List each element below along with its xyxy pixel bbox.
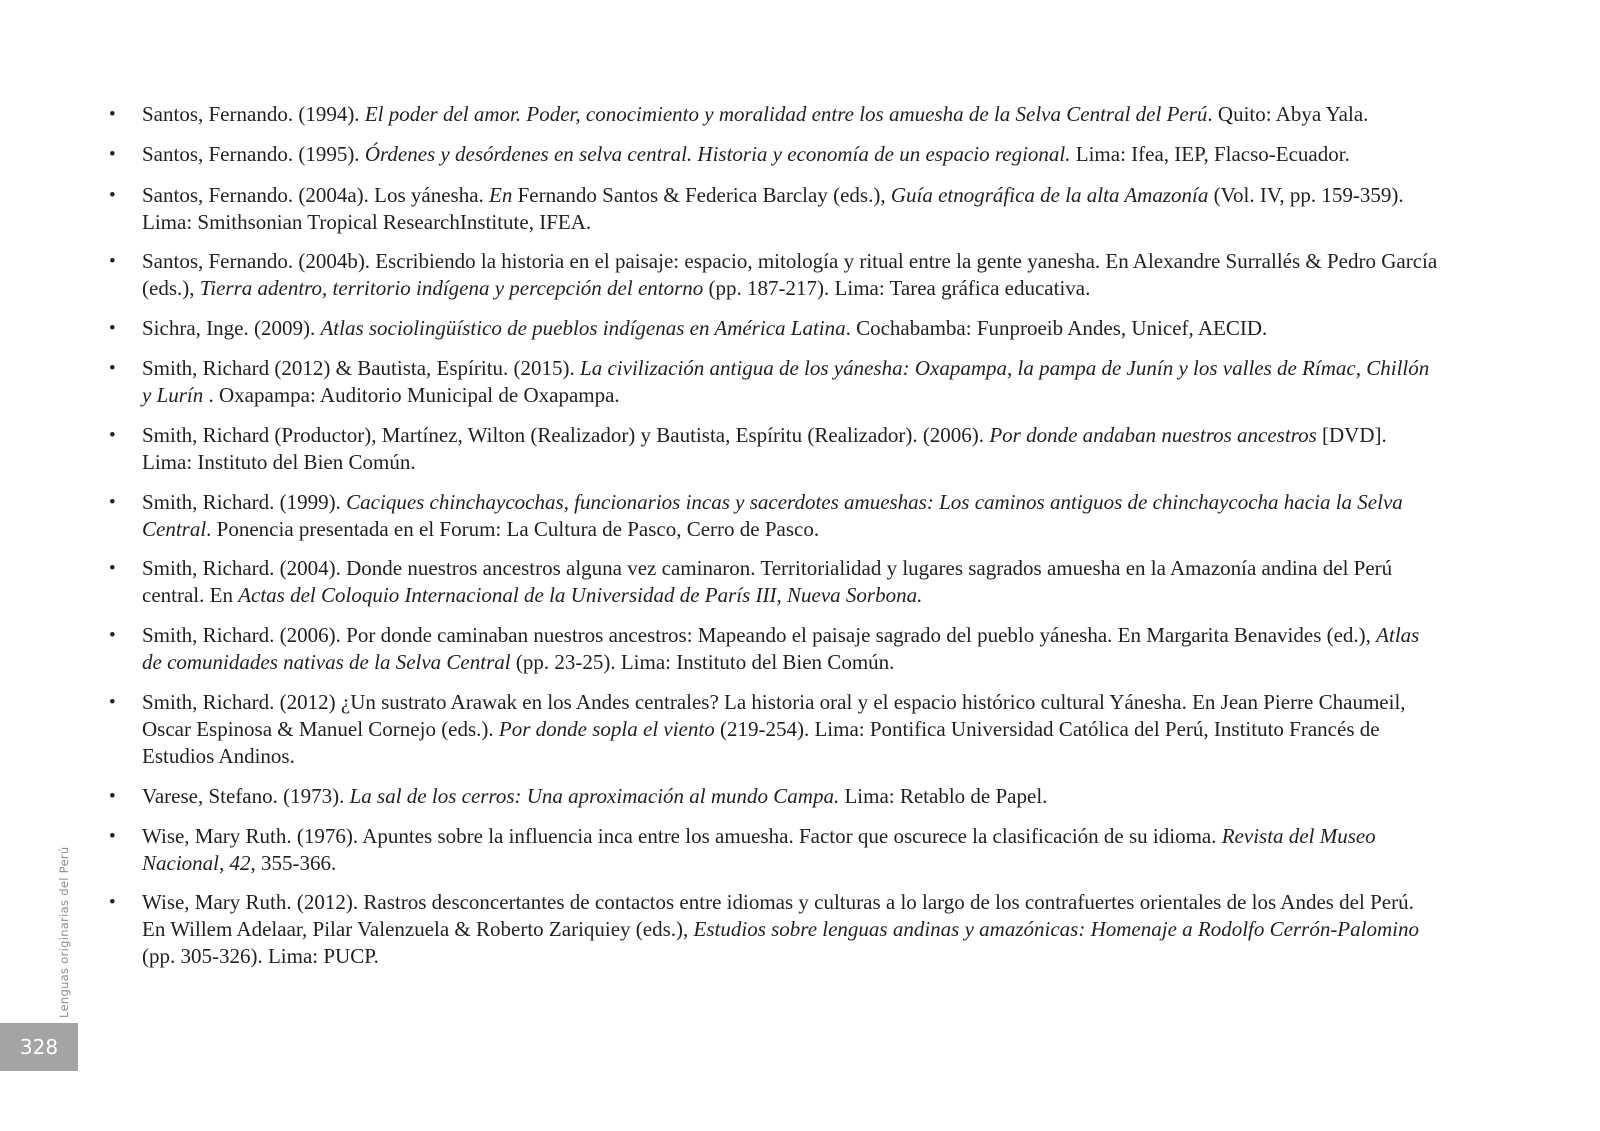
reference-text-segment: Santos, Fernando. (2004a). Los yánesha. xyxy=(142,183,490,207)
reference-entry xyxy=(142,555,1442,609)
reference-text-segment: Smith, Richard. (1999). xyxy=(142,490,347,514)
reference-text-segment: , xyxy=(219,851,230,875)
reference-text-segment: , 355-366. xyxy=(250,851,337,875)
reference-text-segment: Smith, Richard (Productor), Martínez, Wilton (Realizador) y Bautista, Espíritu (Realizador). (2006). xyxy=(142,423,990,447)
reference-italic-segment: Por donde sopla el viento xyxy=(498,717,715,741)
reference-italic-segment: Órdenes y desórdenes en selva central. Historia y economía de un espacio regional. xyxy=(364,142,1071,166)
reference-entry xyxy=(142,823,1442,877)
reference-text-segment: Varese, Stefano. (1973). xyxy=(142,784,350,808)
reference-text-segment: Santos, Fernando. (1994). xyxy=(142,102,365,126)
reference-text-segment: (219-254). Lima: Pontifica Universidad Católica del Perú, Instituto Francés de Estudios Andinos. xyxy=(142,717,1380,768)
reference-italic-segment: Por donde andaban nuestros ancestros xyxy=(989,423,1317,447)
reference-entry xyxy=(142,783,1442,810)
reference-italic-segment: El poder del amor. Poder, conocimiento y moralidad entre los amuesha de la Selva Central del Perú xyxy=(364,102,1208,126)
reference-text-segment: . Ponencia presentada en el Forum: La Cultura de Pasco, Cerro de Pasco. xyxy=(206,517,820,541)
reference-text-segment: Santos, Fernando. (1995). xyxy=(142,142,365,166)
reference-italic-segment: Actas del Coloquio Internacional de la Universidad de París III, Nueva Sorbona. xyxy=(238,583,923,607)
reference-text-segment: Lima: Retablo de Papel. xyxy=(839,784,1048,808)
reference-text-segment: (pp. 187-217). Lima: Tarea gráfica educativa. xyxy=(703,276,1091,300)
reference-text-segment: Santos, Fernando. (2004b). Escribiendo la historia en el paisaje: espacio, mitología y ritual entre la gente yanesha. En Alexandre Surrallés & Pedro García (eds.), xyxy=(142,249,1438,300)
reference-italic-segment: La sal de los cerros: Una aproximación al mundo Campa. xyxy=(349,784,840,808)
reference-text-segment: [DVD]. Lima: Instituto del Bien Común. xyxy=(142,423,1387,474)
reference-entry xyxy=(142,422,1442,476)
book-title-vertical: Lenguas originarias del Perú xyxy=(57,846,71,1018)
reference-entry xyxy=(142,101,1442,128)
reference-text-segment: Sichra, Inge. (2009). xyxy=(142,316,321,340)
reference-entry xyxy=(142,182,1442,236)
reference-italic-segment: Guía etnográfica de la alta Amazonía xyxy=(890,183,1209,207)
reference-text-segment: Smith, Richard (2012) & Bautista, Espíritu. (2015). xyxy=(142,356,581,380)
reference-entry xyxy=(142,889,1442,970)
reference-text-segment: . Quito: Abya Yala. xyxy=(1207,102,1369,126)
reference-italic-segment: Caciques chinchaycochas, funcionarios incas y sacerdotes amueshas: Los caminos antiguos de chinchaycocha hacia la Selva Central xyxy=(142,490,1403,541)
reference-italic-segment: Atlas sociolingüístico de pueblos indígenas en América Latina xyxy=(320,316,846,340)
reference-entry xyxy=(142,141,1442,168)
reference-text-segment: Lima: Ifea, IEP, Flacso-Ecuador. xyxy=(1070,142,1350,166)
reference-text-segment: Smith, Richard. (2006). Por donde caminaban nuestros ancestros: Mapeando el paisaje sagrado del pueblo yánesha. En Margarita Benavides (ed.), xyxy=(142,623,1377,647)
reference-entry xyxy=(142,248,1442,302)
reference-italic-segment: Atlas de comunidades nativas de la Selva Central xyxy=(142,623,1420,674)
reference-text-segment: Smith, Richard. (2012) ¿Un sustrato Arawak en los Andes centrales? La historia oral y el espacio histórico cultural Yánesha. En Jean Pierre Chaumeil, Oscar Espinosa & Manuel Cornejo (eds.). xyxy=(142,690,1406,741)
reference-text-segment: Smith, Richard. (2004). Donde nuestros ancestros alguna vez caminaron. Territorialidad y lugares sagrados amuesha en la Amazonía andina del Perú central. En xyxy=(142,556,1393,607)
reference-entry xyxy=(142,689,1442,770)
reference-entry xyxy=(142,622,1442,676)
reference-text-segment: Wise, Mary Ruth. (1976). Apuntes sobre la influencia inca entre los amuesha. Factor que oscurece la clasificación de su idioma. xyxy=(142,824,1222,848)
reference-text-segment: (pp. 305-326). Lima: PUCP. xyxy=(142,944,379,968)
reference-text-segment: Wise, Mary Ruth. (2012). Rastros desconcertantes de contactos entre idiomas y culturas a lo largo de los contrafuertes orientales de los Andes del Perú. En Willem Adelaar, Pilar Valenzuela & Roberto Zariquiey (eds.), xyxy=(142,890,1414,941)
reference-italic-segment: La civilización antigua de los yánesha: Oxapampa, la pampa de Junín y los valles de Rímac, Chillón y Lurín xyxy=(142,356,1430,407)
reference-italic-segment: Estudios sobre lenguas andinas y amazónicas: Homenaje a Rodolfo Cerrón-Palomino xyxy=(693,917,1419,941)
reference-entry xyxy=(142,489,1442,543)
reference-text-segment: Fernando Santos & Federica Barclay (eds.), xyxy=(512,183,891,207)
reference-text-segment: . Cochabamba: Funproeib Andes, Unicef, AECID. xyxy=(845,316,1268,340)
reference-italic-segment: Revista del Museo Nacional xyxy=(142,824,1376,875)
page-number: 328 xyxy=(0,1023,78,1071)
reference-text-segment: . Oxapampa: Auditorio Municipal de Oxapampa. xyxy=(203,383,620,407)
reference-text-segment: (Vol. IV, pp. 159-359). Lima: Smithsonian Tropical ResearchInstitute, IFEA. xyxy=(142,183,1404,234)
reference-italic-segment: 42 xyxy=(229,851,251,875)
reference-entry xyxy=(142,355,1442,409)
reference-entry xyxy=(142,315,1442,342)
reference-italic-segment: Tierra adentro, territorio indígena y percepción del entorno xyxy=(199,276,704,300)
reference-text-segment: (pp. 23-25). Lima: Instituto del Bien Común. xyxy=(510,650,895,674)
reference-italic-segment: En xyxy=(489,183,513,207)
